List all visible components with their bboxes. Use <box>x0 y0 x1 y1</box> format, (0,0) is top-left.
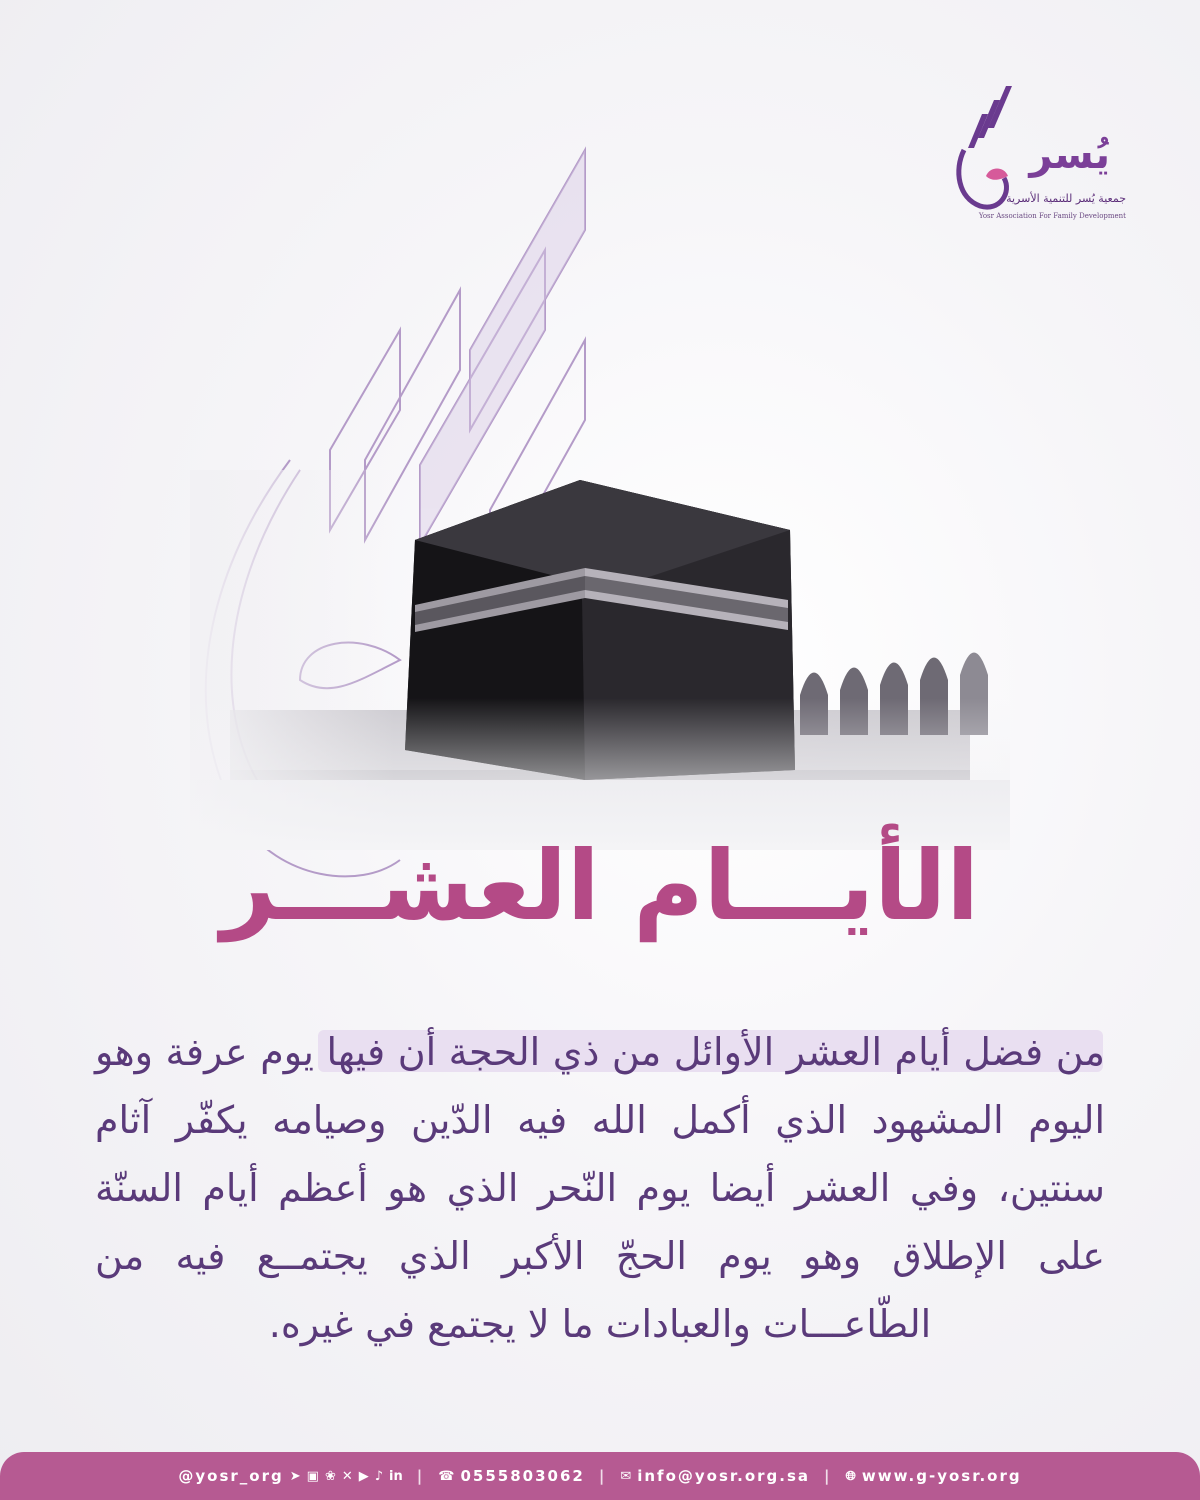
instagram-icon[interactable]: ▣ <box>306 1468 319 1484</box>
logo-subtitle-en: Yosr Association For Family Development <box>978 212 1126 220</box>
page-title: الأيـــام العشـــر <box>220 830 980 942</box>
logo-name: يُسر <box>1029 132 1110 178</box>
website-text: www.g-yosr.org <box>861 1467 1022 1485</box>
tiktok-icon[interactable]: ♪ <box>374 1468 384 1484</box>
mail-icon: ✉ <box>620 1468 632 1484</box>
phone-text: 0555803062 <box>460 1467 585 1485</box>
handle-text[interactable]: @yosr_org <box>178 1467 284 1485</box>
divider: | <box>824 1467 832 1485</box>
divider: | <box>598 1467 607 1485</box>
footer-social <box>178 1467 402 1485</box>
yosr-logo <box>928 80 1128 230</box>
email-text: info@yosr.org.sa <box>637 1467 811 1485</box>
footer-phone[interactable] <box>438 1467 585 1485</box>
footer-email[interactable] <box>620 1467 810 1485</box>
divider: | <box>416 1467 425 1485</box>
linkedin-icon[interactable]: in <box>389 1468 403 1484</box>
logo-subtitle: جمعية يُسر للتنمية الأسرية <box>1006 192 1126 205</box>
snapchat-icon[interactable]: ❀ <box>324 1468 336 1484</box>
youtube-icon[interactable]: ▶ <box>358 1468 369 1484</box>
kaaba-photo <box>190 470 1010 850</box>
footer-website[interactable] <box>846 1467 1022 1485</box>
x-icon[interactable]: ✕ <box>341 1468 353 1484</box>
globe-icon: 🌐︎ <box>845 1468 856 1484</box>
body-paragraph: من فضل أيام العشر الأوائل من ذي الحجة أن فيها يوم عرفة وهو اليوم المشهود الذي أكمل الله فيه الدّين وصيامه يكفّر آثام سنتين، وفي العشر أيضا يوم النّحر الذي هو أعظم أيام السنّة على الإطلاق وهو يوم الحجّ الأكبر الذي يجتمــع فيه من الطّاعـــات والعبادات ما لا يجتمع في غيره. <box>95 1030 1105 1346</box>
footer-bar <box>0 1452 1200 1500</box>
telegram-icon[interactable]: ➤ <box>289 1468 301 1484</box>
phone-icon: ☎ <box>438 1468 455 1484</box>
